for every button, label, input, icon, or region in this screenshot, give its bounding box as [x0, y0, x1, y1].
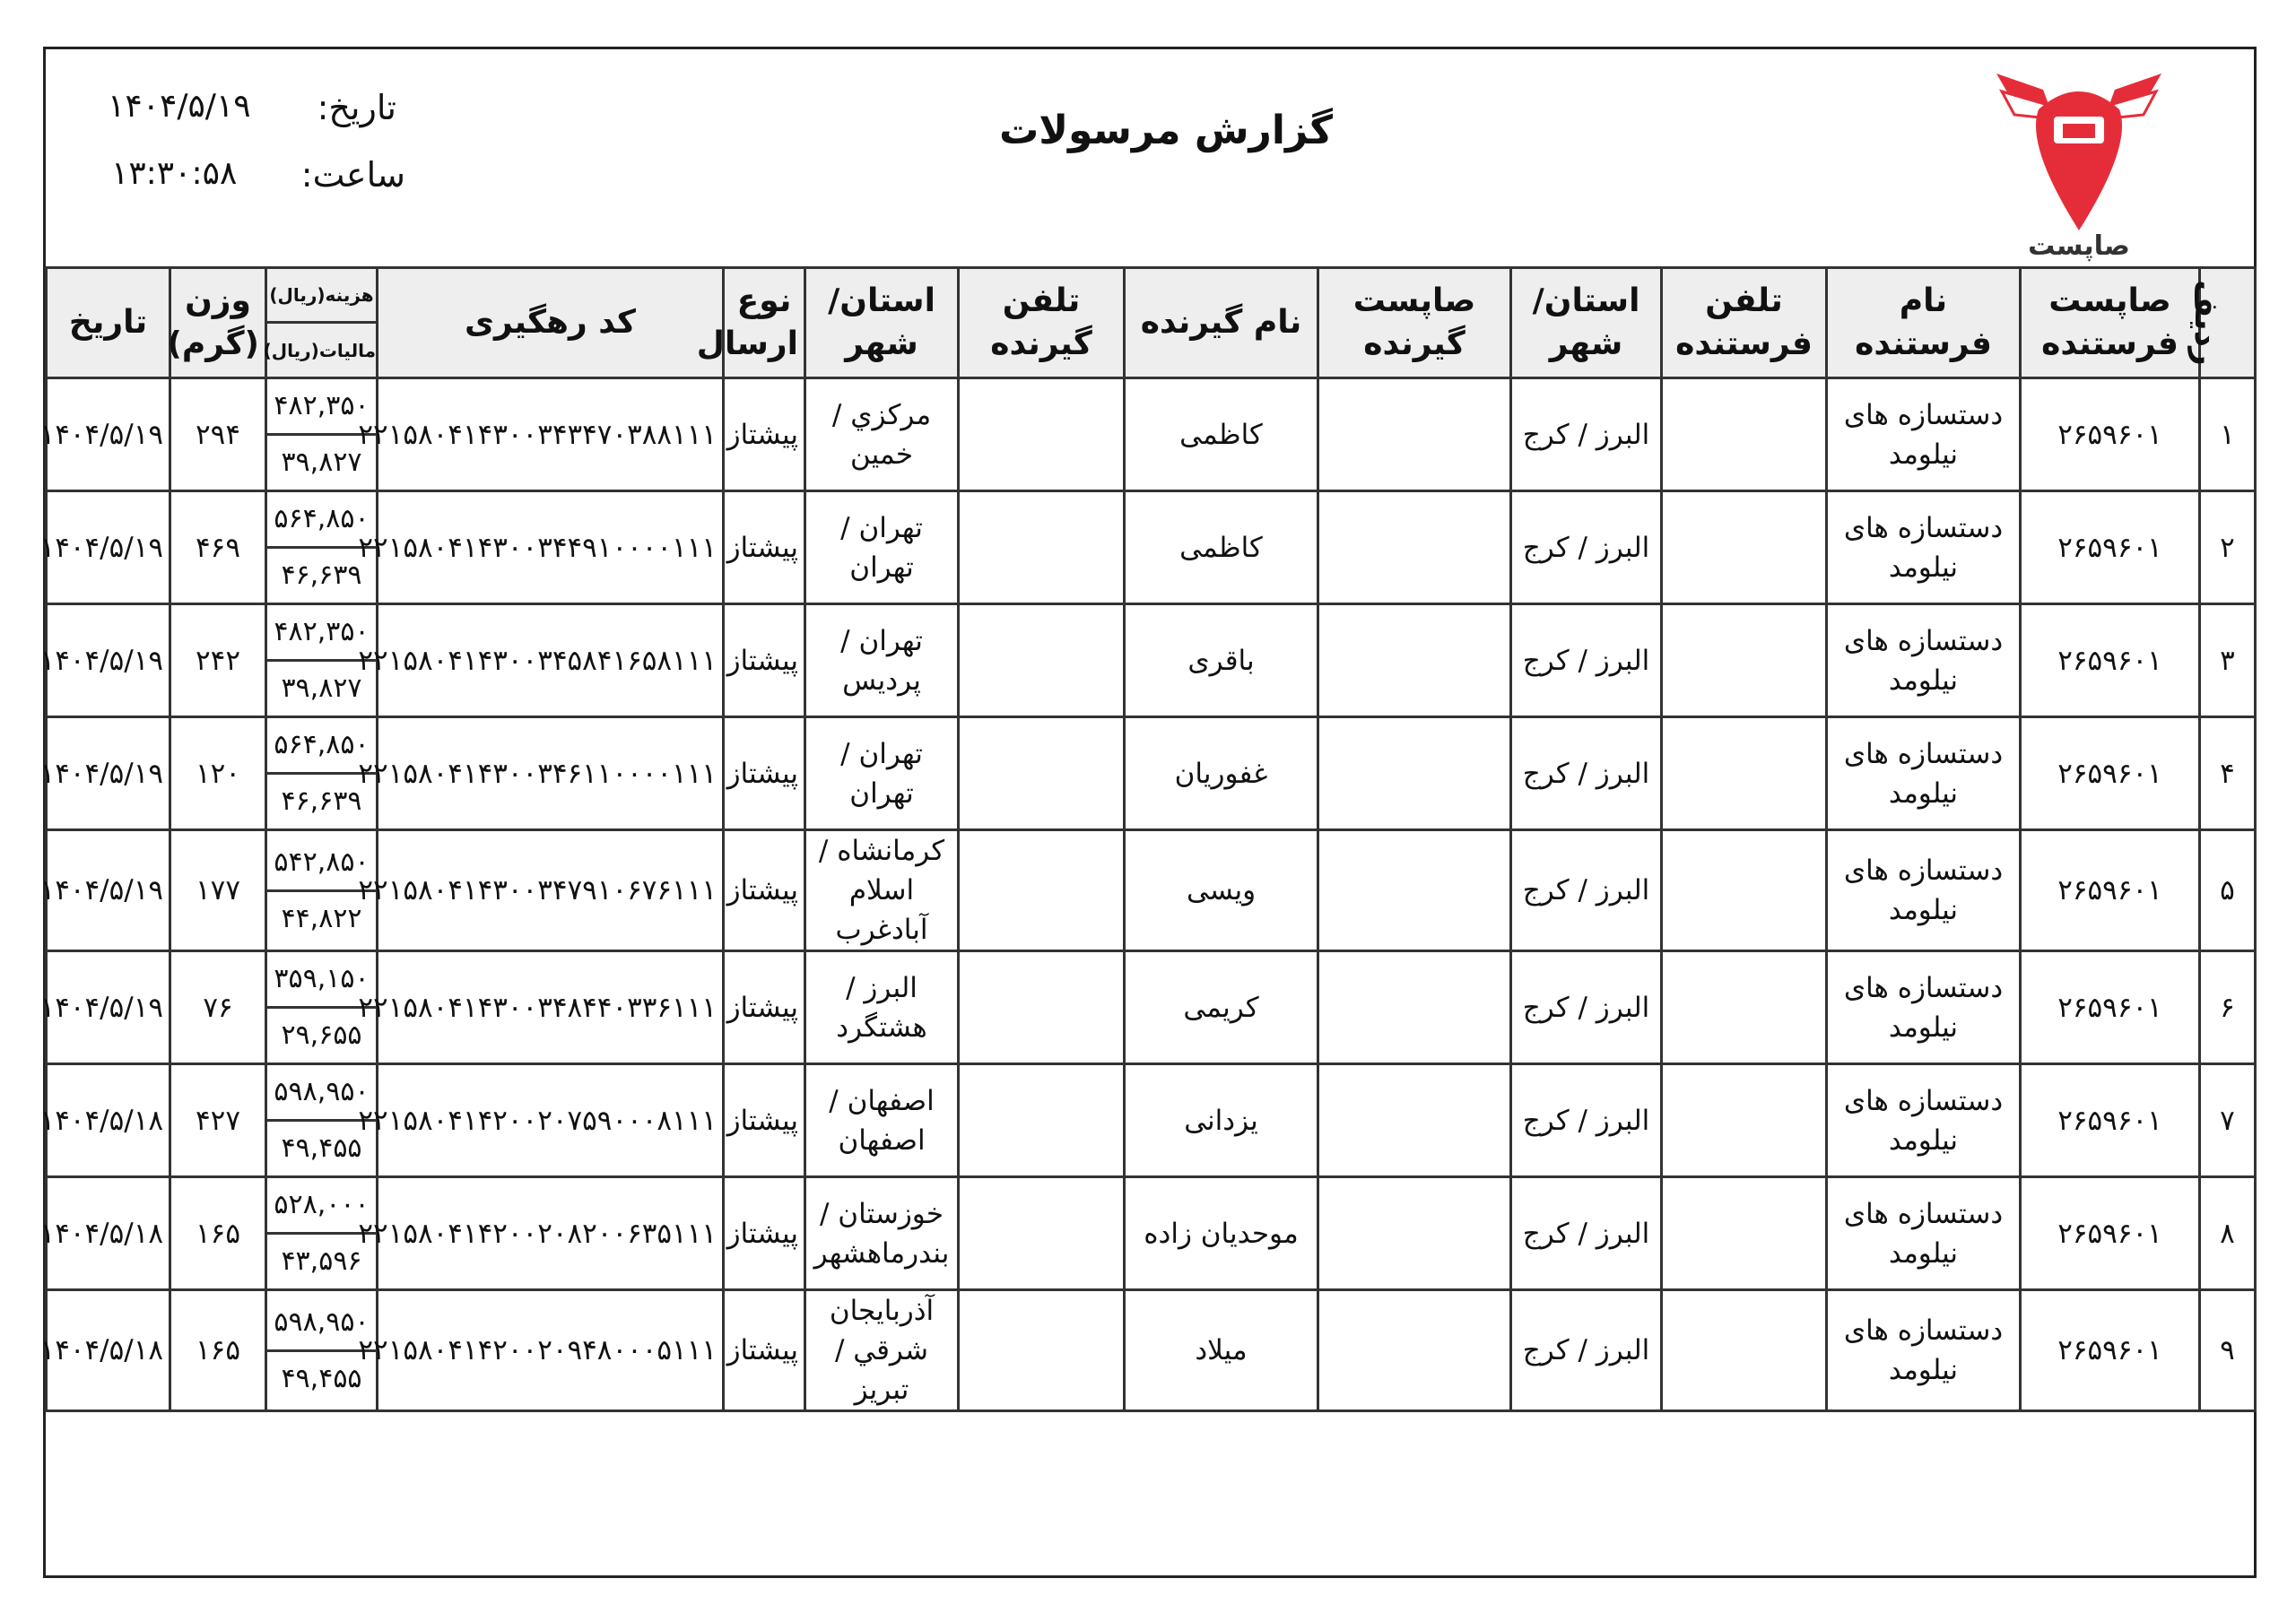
- sender-phone-cell: [1662, 491, 1827, 604]
- send-type-cell: پیشتاز: [724, 951, 805, 1064]
- tax-amount: ۳۹,۸۲۷: [267, 659, 376, 716]
- sender-sapost-cell: ۲۶۵۹۶۰۱: [2021, 491, 2200, 604]
- row-number-cell: ۶: [2200, 951, 2256, 1064]
- sapost-logo: [1989, 65, 2169, 262]
- row-number-cell: ۱: [2200, 378, 2256, 491]
- sender-city-cell: البرز / کرج: [1511, 491, 1662, 604]
- date-label: تاریخ:: [317, 88, 396, 127]
- receiver-phone-cell: [959, 491, 1125, 604]
- date-cell: ۱۴۰۴/۵/۱۹: [47, 830, 170, 951]
- sender-name-cell: دستسازه های نیلومد: [1827, 1290, 2021, 1411]
- time-label: ساعت:: [300, 155, 405, 195]
- receiver-name-cell: موحدیان زاده: [1125, 1177, 1318, 1290]
- tracking-code-cell: ۲۲۱۵۸۰۴۱۴۳۰۰۳۴۵۸۴۱۶۵۸۱۱۱: [378, 604, 724, 717]
- receiver-name-cell: غفوریان: [1125, 717, 1318, 830]
- receiver-sapost-cell: [1318, 491, 1511, 604]
- receiver-phone-cell: [959, 1177, 1125, 1290]
- receiver-city-cell: کرمانشاه / اسلام آبادغرب: [805, 830, 959, 951]
- weight-cell: ۱۷۷: [170, 830, 266, 951]
- tax-amount: ۴۶,۶۳۹: [267, 546, 376, 603]
- sender-sapost-cell: ۲۶۵۹۶۰۱: [2021, 1177, 2200, 1290]
- shipments-table: [39, 266, 2257, 1412]
- sender-sapost-cell: ۲۶۵۹۶۰۱: [2021, 378, 2200, 491]
- row-number-cell: ۲: [2200, 491, 2256, 604]
- sender-phone-cell: [1662, 1290, 1827, 1411]
- sender-sapost-cell: ۲۶۵۹۶۰۱: [2021, 830, 2200, 951]
- svg-text:صاپست: صاپست: [2028, 230, 2130, 262]
- sender-name-cell: دستسازه های نیلومد: [1827, 951, 2021, 1064]
- tracking-code-cell: ۲۲۱۵۸۰۴۱۴۳۰۰۳۴۶۱۱۰۰۰۰۱۱۱: [378, 717, 724, 830]
- table-row: [47, 1064, 2256, 1177]
- table-body: [39, 378, 2256, 1411]
- tax-amount: ۳۹,۸۲۷: [267, 433, 376, 490]
- row-number-cell: ۷: [2200, 1064, 2256, 1177]
- col-sender-sapost: صاپست فرستنده: [2021, 268, 2200, 378]
- receiver-name-cell: میلاد: [1125, 1290, 1318, 1411]
- receiver-city-cell: البرز / هشتگرد: [805, 951, 959, 1064]
- cost-amount: ۵۹۸,۹۵۰: [274, 1305, 370, 1338]
- date-cell: ۱۴۰۴/۵/۱۸: [47, 1064, 170, 1177]
- cost-amount: ۵۹۸,۹۵۰: [274, 1076, 370, 1107]
- weight-cell: ۱۲۰: [170, 717, 266, 830]
- receiver-name-cell: کریمی: [1125, 951, 1318, 1064]
- sender-phone-cell: [1662, 378, 1827, 491]
- send-type-cell: پیشتاز: [724, 830, 805, 951]
- receiver-city-cell: خوزستان / بندرماهشهر: [805, 1177, 959, 1290]
- col-cost-tax: [263, 268, 378, 378]
- col-receiver-sapost: صاپست گیرنده: [1318, 268, 1511, 378]
- sender-city-cell: البرز / کرج: [1511, 717, 1662, 830]
- table-row: [47, 378, 2256, 491]
- table-row: [47, 1177, 2256, 1290]
- col-row-number: ردیف: [2200, 268, 2256, 378]
- table-row: [47, 951, 2256, 1064]
- tracking-code-cell: ۲۲۱۵۸۰۴۱۴۳۰۰۳۴۷۹۱۰۶۷۶۱۱۱: [378, 830, 724, 951]
- col-receiver-phone: تلفن گیرنده: [959, 268, 1125, 378]
- cost-amount: ۵۲۸,۰۰۰: [274, 1189, 370, 1220]
- tax-amount: ۴۳,۵۹۶: [267, 1232, 376, 1288]
- sender-name-cell: دستسازه های نیلومد: [1827, 1064, 2021, 1177]
- date-cell: ۱۴۰۴/۵/۱۸: [47, 1290, 170, 1411]
- weight-cell: ۲۴۲: [170, 604, 266, 717]
- weight-cell: ۴۶۹: [170, 491, 266, 604]
- receiver-sapost-cell: [1318, 1177, 1511, 1290]
- receiver-sapost-cell: [1318, 378, 1511, 491]
- date-value: ۱۴۰۴/۵/۱۹: [108, 88, 251, 125]
- col-weight: وزن (گرم): [170, 268, 266, 378]
- sender-sapost-cell: ۲۶۵۹۶۰۱: [2021, 717, 2200, 830]
- date-cell: ۱۴۰۴/۵/۱۹: [47, 378, 170, 491]
- receiver-name-cell: یزدانی: [1125, 1064, 1318, 1177]
- tracking-code-cell: ۲۲۱۵۸۰۴۱۴۲۰۰۲۰۹۴۸۰۰۰۵۱۱۱: [378, 1290, 724, 1411]
- receiver-name-cell: باقری: [1125, 604, 1318, 717]
- sender-name-cell: دستسازه های نیلومد: [1827, 604, 2021, 717]
- receiver-phone-cell: [959, 830, 1125, 951]
- send-type-cell: پیشتاز: [724, 1290, 805, 1411]
- cost-amount: ۵۶۴,۸۵۰: [274, 503, 370, 534]
- table-header-row: [47, 268, 2256, 378]
- receiver-sapost-cell: [1318, 951, 1511, 1064]
- receiver-phone-cell: [959, 1064, 1125, 1177]
- cost-amount: ۵۴۲,۸۵۰: [274, 846, 370, 878]
- receiver-sapost-cell: [1318, 604, 1511, 717]
- weight-cell: ۴۲۷: [170, 1064, 266, 1177]
- send-type-cell: پیشتاز: [724, 604, 805, 717]
- col-tax: مالیات(ریال): [267, 321, 376, 377]
- table-row: [47, 1290, 2256, 1411]
- report-title: گزارش مرسولات: [999, 108, 1333, 153]
- table-row: [47, 491, 2256, 604]
- row-number-cell: ۴: [2200, 717, 2256, 830]
- tracking-code-cell: ۲۲۱۵۸۰۴۱۴۲۰۰۲۰۷۵۹۰۰۰۸۱۱۱: [378, 1064, 724, 1177]
- cost-amount: ۴۸۲,۳۵۰: [274, 390, 370, 421]
- sender-phone-cell: [1662, 830, 1827, 951]
- col-sender-city: استان/ شهر: [1511, 268, 1662, 378]
- weight-cell: ۷۶: [170, 951, 266, 1064]
- table-row: [47, 604, 2256, 717]
- receiver-phone-cell: [959, 604, 1125, 717]
- time-value: ۱۳:۳۰:۵۸: [111, 155, 238, 192]
- col-send-type: نوع ارسال: [724, 268, 805, 378]
- sender-sapost-cell: ۲۶۵۹۶۰۱: [2021, 604, 2200, 717]
- sender-name-cell: دستسازه های نیلومد: [1827, 1177, 2021, 1290]
- sender-city-cell: البرز / کرج: [1511, 378, 1662, 491]
- weight-cell: ۱۶۵: [170, 1290, 266, 1411]
- cost-amount: ۴۸۲,۳۵۰: [274, 616, 370, 647]
- receiver-name-cell: کاظمی: [1125, 491, 1318, 604]
- receiver-sapost-cell: [1318, 830, 1511, 951]
- row-number-cell: ۳: [2200, 604, 2256, 717]
- sender-city-cell: البرز / کرج: [1511, 951, 1662, 1064]
- sender-city-cell: البرز / کرج: [1511, 1177, 1662, 1290]
- receiver-city-cell: تهران / تهران: [805, 491, 959, 604]
- tax-amount: ۲۹,۶۵۵: [267, 1006, 376, 1063]
- receiver-sapost-cell: [1318, 1290, 1511, 1411]
- table-row: [47, 830, 2256, 951]
- receiver-name-cell: کاظمی: [1125, 378, 1318, 491]
- receiver-city-cell: مرکزي / خمین: [805, 378, 959, 491]
- send-type-cell: پیشتاز: [724, 378, 805, 491]
- date-cell: ۱۴۰۴/۵/۱۸: [47, 1177, 170, 1290]
- date-cell: ۱۴۰۴/۵/۱۹: [47, 717, 170, 830]
- col-receiver-name: نام گیرنده: [1125, 268, 1318, 378]
- tracking-code-cell: ۲۲۱۵۸۰۴۱۴۳۰۰۳۴۴۹۱۰۰۰۰۱۱۱: [378, 491, 724, 604]
- col-sender-name: نام فرستنده: [1827, 268, 2021, 378]
- receiver-city-cell: تهران / تهران: [805, 717, 959, 830]
- tracking-code-cell: ۲۲۱۵۸۰۴۱۴۲۰۰۲۰۸۲۰۰۶۳۵۱۱۱: [378, 1177, 724, 1290]
- sender-phone-cell: [1662, 1177, 1827, 1290]
- cost-amount: ۳۵۹,۱۵۰: [274, 963, 370, 994]
- row-number-cell: ۹: [2200, 1290, 2256, 1411]
- tax-amount: ۴۶,۶۳۹: [267, 772, 376, 828]
- receiver-phone-cell: [959, 378, 1125, 491]
- receiver-sapost-cell: [1318, 1064, 1511, 1177]
- sender-sapost-cell: ۲۶۵۹۶۰۱: [2021, 951, 2200, 1064]
- sender-phone-cell: [1662, 717, 1827, 830]
- cost-amount: ۵۶۴,۸۵۰: [274, 729, 370, 760]
- sender-name-cell: دستسازه های نیلومد: [1827, 717, 2021, 830]
- table-row: [47, 717, 2256, 830]
- sender-name-cell: دستسازه های نیلومد: [1827, 491, 2021, 604]
- tax-amount: ۴۴,۸۲۲: [267, 889, 376, 946]
- tracking-code-cell: ۲۲۱۵۸۰۴۱۴۳۰۰۳۴۸۴۴۰۳۳۶۱۱۱: [378, 951, 724, 1064]
- receiver-sapost-cell: [1318, 717, 1511, 830]
- receiver-phone-cell: [959, 1290, 1125, 1411]
- tax-amount: ۴۹,۴۵۵: [267, 1349, 376, 1406]
- sender-name-cell: دستسازه های نیلومد: [1827, 830, 2021, 951]
- row-number-cell: ۵: [2200, 830, 2256, 951]
- sender-phone-cell: [1662, 1064, 1827, 1177]
- sender-sapost-cell: ۲۶۵۹۶۰۱: [2021, 1064, 2200, 1177]
- send-type-cell: پیشتاز: [724, 1064, 805, 1177]
- receiver-name-cell: ویسی: [1125, 830, 1318, 951]
- col-sender-phone: تلفن فرستنده: [1662, 268, 1827, 378]
- sender-phone-cell: [1662, 951, 1827, 1064]
- date-cell: ۱۴۰۴/۵/۱۹: [47, 491, 170, 604]
- col-date: تاریخ: [47, 268, 170, 378]
- send-type-cell: پیشتاز: [724, 717, 805, 830]
- row-number-cell: ۸: [2200, 1177, 2256, 1290]
- date-cell: ۱۴۰۴/۵/۱۹: [47, 951, 170, 1064]
- receiver-phone-cell: [959, 951, 1125, 1064]
- receiver-city-cell: تهران / پردیس: [805, 604, 959, 717]
- sender-sapost-cell: ۲۶۵۹۶۰۱: [2021, 1290, 2200, 1411]
- col-tracking-code: کد رهگیری: [378, 268, 724, 378]
- weight-cell: ۱۶۵: [170, 1177, 266, 1290]
- weight-cell: ۲۹۴: [170, 378, 266, 491]
- receiver-city-cell: آذربایجان شرقي / تبریز: [805, 1290, 959, 1411]
- sender-phone-cell: [1662, 604, 1827, 717]
- receiver-phone-cell: [959, 717, 1125, 830]
- sender-city-cell: البرز / کرج: [1511, 830, 1662, 951]
- sender-name-cell: دستسازه های نیلومد: [1827, 378, 2021, 491]
- sender-city-cell: البرز / کرج: [1511, 1290, 1662, 1411]
- send-type-cell: پیشتاز: [724, 1177, 805, 1290]
- sender-city-cell: البرز / کرج: [1511, 604, 1662, 717]
- date-cell: ۱۴۰۴/۵/۱۹: [47, 604, 170, 717]
- col-receiver-city: استان/ شهر: [805, 268, 959, 378]
- tracking-code-cell: ۲۲۱۵۸۰۴۱۴۳۰۰۳۴۳۴۷۰۳۸۸۱۱۱: [378, 378, 724, 491]
- tax-amount: ۴۹,۴۵۵: [267, 1119, 376, 1175]
- receiver-city-cell: اصفهان / اصفهان: [805, 1064, 959, 1177]
- send-type-cell: پیشتاز: [724, 491, 805, 604]
- col-cost: هزینه(ریال): [269, 284, 374, 306]
- sender-city-cell: البرز / کرج: [1511, 1064, 1662, 1177]
